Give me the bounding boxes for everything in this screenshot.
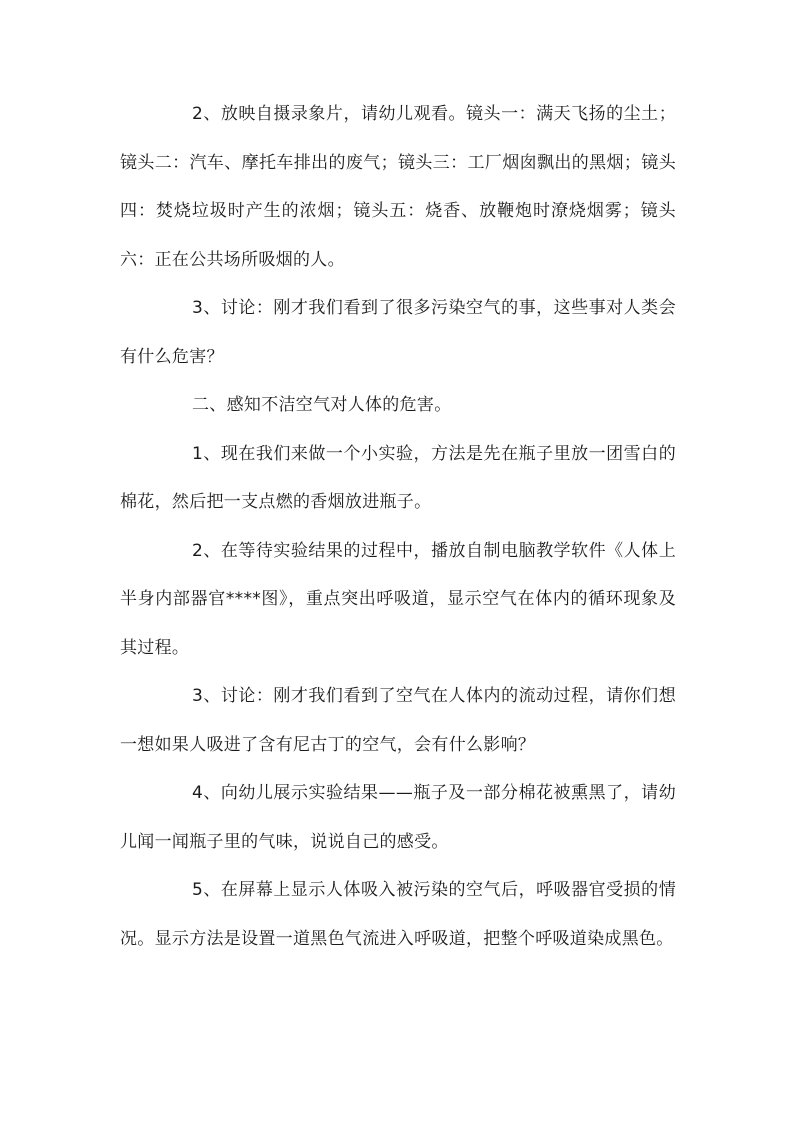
paragraph-step-5-screen: 5、在屏幕上显示人体吸入被污染的空气后，呼吸器官受损的情况。显示方法是设置一道黑色气流进入呼吸道，把整个呼吸道染成黑色。 xyxy=(120,880,676,949)
document-body xyxy=(120,90,676,963)
paragraph-step-2-video: 2、放映自摄录象片，请幼儿观看。镜头一：满天飞扬的尘土；镜头二：汽车、摩托车排出的废气；镜头三：工厂烟囱飘出的黑烟；镜头四：焚烧垃圾时产生的浓烟；镜头五：烧香、放鞭炮时潦烧烟雾；镜头六：正在公共场所吸烟的人。 xyxy=(120,104,676,270)
paragraph-step-3-discussion: 3、讨论：刚才我们看到了很多污染空气的事，这些事对人类会有什么危害？ xyxy=(120,298,676,367)
paragraph-step-4-results: 4、向幼儿展示实验结果——瓶子及一部分棉花被熏黑了，请幼儿闻一闻瓶子里的气味，说说自己的感受。 xyxy=(120,783,676,852)
paragraph-step-2-software: 2、在等待实验结果的过程中，播放自制电脑教学软件《人体上半身内部器官****图》，重点突出呼吸道，显示空气在体内的循环现象及其过程。 xyxy=(120,540,676,658)
section-heading-two: 二、感知不洁空气对人体的危害。 xyxy=(192,395,452,415)
paragraph-step-3-nicotine: 3、讨论：刚才我们看到了空气在人体内的流动过程，请你们想一想如果人吸进了含有尼古丁的空气，会有什么影响？ xyxy=(120,686,676,755)
paragraph-step-1-experiment: 1、现在我们来做一个小实验，方法是先在瓶子里放一团雪白的棉花，然后把一支点燃的香烟放进瓶子。 xyxy=(120,443,676,512)
